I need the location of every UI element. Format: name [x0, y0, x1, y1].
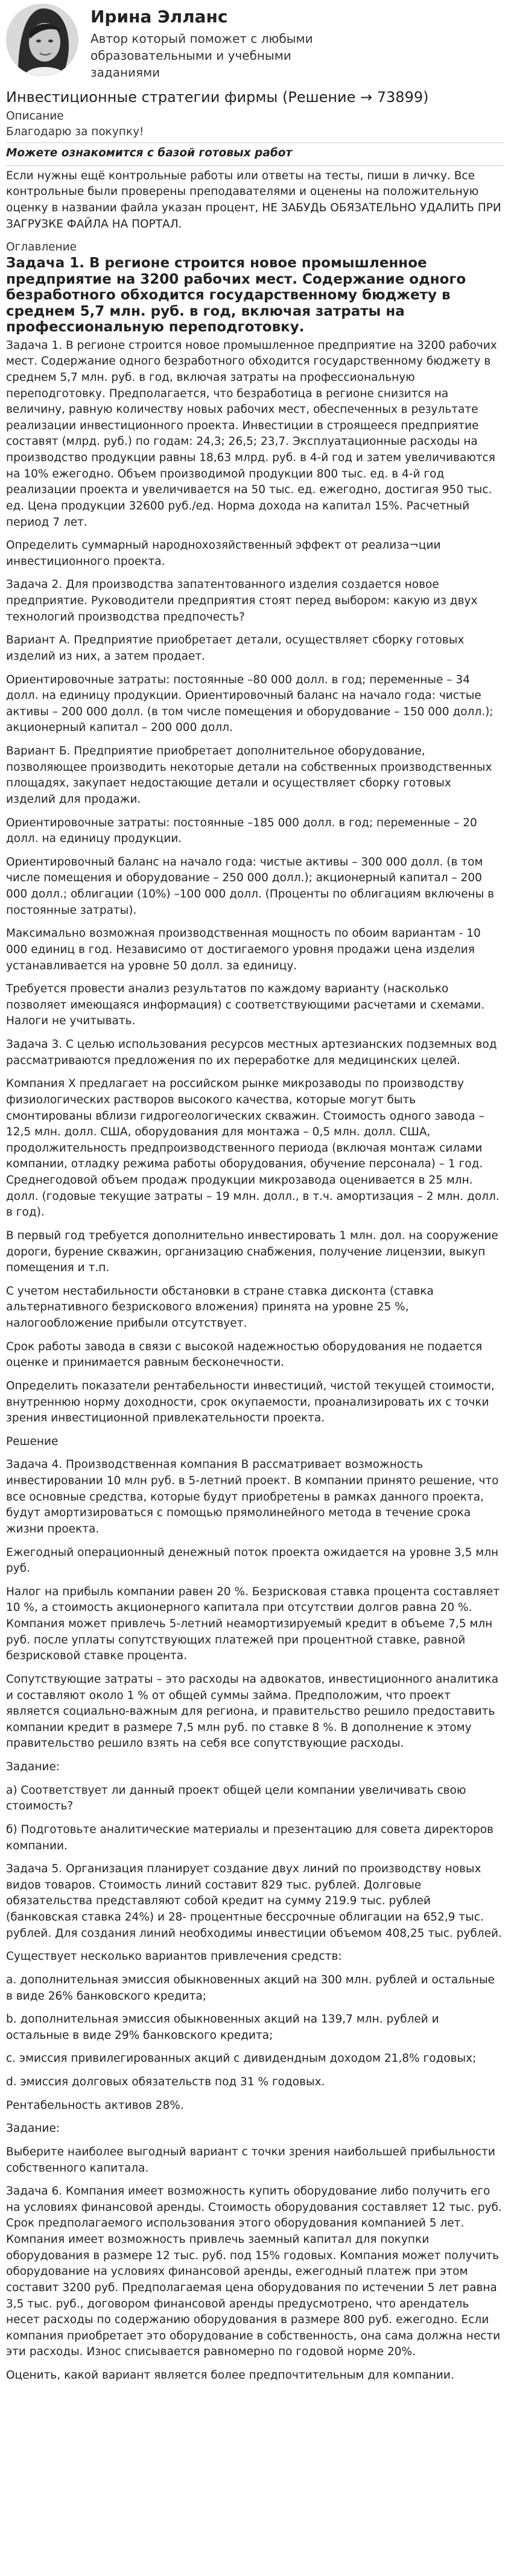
thanks-text: Благодарю за покупку!: [6, 126, 144, 138]
divider: [6, 142, 504, 143]
paragraph: Сопутствующие затраты – это расходы на адвокатов, инвестиционного аналитика и составляют около 1 % от общей суммы займа. Предположим, что проект является социально-важным для региона, и правительство решило предоставить компании кредит в размере 7,5 млн руб. по ставке 8 %. В дополнение к этому правительство решило взять на себя все сопутствующие расходы.: [6, 1672, 499, 1750]
paragraph: Ориентировочные затраты: постоянные –80 000 долл. в год; переменные – 34 долл. на единицу продукции. Ориентировочный баланс на начало года: чистые активы – 200 000 долл. (в том числе помещения и оборудование – 150 000 долл.); акционерный капитал – 200 000 долл.: [6, 673, 494, 735]
paragraph: Задача 5. Организация планирует создание двух линий по производству новых видов товаров. Стоимость линий составит 829 тыс. рублей. Долговые обязательства представляют собой кредит на сумму 219.9 тыс. рублей (банковская ставка 24%) и 28- процентные бессрочные облигации на 652,9 тыс. рублей. Для создания линий необходимы инвестиции объемом 408,25 тыс. рублей.: [6, 1863, 502, 1940]
paragraph: Задание:: [6, 1761, 60, 1773]
paragraph: Ориентировочный баланс на начало года: чистые активы – 300 000 долл. (в том числе помещения и оборудование – 250 000 долл.); акционерный капитал – 200 000 долл.; облигации (10%) –100 000 долл. (Проценты по облигациям включены в постоянные затраты).: [6, 855, 494, 917]
paragraph: a. дополнительная эмиссия обыкновенных акций на 300 млн. рублей и остальные в виде 26% банковского кредита;: [6, 1973, 495, 2003]
paragraph: Максимально возможная производственная мощность по обоим вариантам - 10 000 единиц в год. Независимо от достигаемого уровня продажи цена изделия устанавливается на уровне 50 долл. за единицу.: [6, 927, 481, 972]
paragraph: Решение: [6, 1435, 59, 1448]
notice-text: Если нужны ещё контрольные работы или ответы на тесты, пиши в личку. Все контрольные были проверены преподавателями и оценены на положительную оценку в названии файла указан процент, НЕ ЗАБУДЬ ОБЯЗАТЕЛЬНО УДАЛИТЬ ПРИ ЗАГРУЗКЕ ФАЙЛА НА ПОРТАЛ.: [6, 169, 501, 231]
paragraph: Вариант Б. Предприятие приобретает дополнительное оборудование, позволяющее производить некоторые детали на собственных производственных площадях, закупает недостающие детали и осуществляет сборку готовых изделий для продажи.: [6, 745, 492, 806]
paragraph: б) Подготовьте аналитические материалы и презентацию для совета директоров компании.: [6, 1823, 494, 1852]
paragraph: Определить суммарный народнохозяйственный эффект от реализа¬ции инвестиционного проекта.: [6, 539, 441, 568]
paragraph: Требуется провести анализ результатов по каждому варианту (насколько позволяет имеющаяся информация) с соответствующими расчетами и схемами. Налоги не учитывать.: [6, 983, 485, 1028]
page-title: Инвестиционные стратегии фирмы (Решение → 73899): [6, 89, 429, 106]
paragraph: Задача 1. В регионе строится новое промышленное предприятие на 3200 рабочих мест. Содержание одного безработного обходится государственному бюджету в среднем 5,7 млн. руб. в год, включая затраты на профессиональную переподготовку. Предполагается, что безработица в регионе снизится на величину, равную количеству новых рабочих мест, обеспеченных в результате реализации инвестиционного проекта. Инвестиции в строящееся предприятие составят (млрд. руб.) по годам: 24,3; 26,5; 23,7. Эксплуатационные расходы на производство продукции равны 18,63 млрд. руб. в 4-й год и затем увеличиваются на 10% ежегодно. Объем производимой продукции 800 тыс. ед. в 4-й год реализации проекта и увеличивается на 50 тыс. ед. ежегодно, достигая 950 тыс. ед. Цена продукции 32600 руб./ед. Норма дохода на капитал 15%. Расчетный период 7 лет.: [6, 339, 497, 529]
avatar-image: [6, 4, 78, 76]
author-description: Автор который поможет с любыми образовательными и учебными заданиями: [90, 31, 313, 80]
toc-label: Оглавление: [6, 241, 77, 254]
paragraph: Задача 3. С целью использования ресурсов местных артезианских подземных вод рассматриваются предложения по их переработке для медицинских целей.: [6, 1038, 497, 1067]
author-name[interactable]: Ирина Элланс: [90, 7, 228, 27]
paragraph: c. эмиссия привилегированных акций с дивидендным доходом 21,8% годовых;: [6, 2052, 477, 2065]
document-body: [6, 338, 504, 2384]
paragraph: Определить показатели рентабельности инвестиций, чистой текущей стоимости, внутреннюю норму доходности, срок окупаемости, проанализировать их с точки зрения инвестиционной привлекательности проекта.: [6, 1379, 495, 1425]
paragraph: d. эмиссия долговых обязательств под 31 % годовых.: [6, 2076, 325, 2088]
catalog-link[interactable]: Можете ознакомится с базой готовых работ: [6, 147, 293, 159]
paragraph: Налог на прибыль компании равен 20 %. Безрисковая ставка процента составляет 10 %, а стоимость акционерного капитала при отсутствии долгов равна 20 %. Компания может привлечь 5-летний неамортизируемый кредит в объеме 7,5 млн руб. после уплаты сопутствующих платежей при процентной ставке, равной безрисковой ставке процента.: [6, 1585, 500, 1663]
divider: [6, 165, 504, 166]
paragraph: С учетом нестабильности обстановки в стране ставка дисконта (ставка альтернативного безрискового вложения) принята на уровне 25 %, налогообложение прибыли отсутствует.: [6, 1284, 434, 1330]
author-block: [6, 2, 504, 88]
description-label: Описание: [6, 110, 64, 123]
paragraph: а) Соответствует ли данный проект общей цели компании увеличивать свою стоимость?: [6, 1784, 466, 1813]
paragraph: Задача 4. Производственная компания В рассматривает возможность инвестировании 10 млн руб. в 5-летний проект. В компании принято решение, что все основные средства, которые будут приобретены в рамках данного проекта, будут амортизироваться с помощью прямолинейного метода в течение срока жизни проекта.: [6, 1458, 499, 1535]
paragraph: Существует несколько вариантов привлечения средств:: [6, 1950, 342, 1963]
paragraph: В первый год требуется дополнительно инвестировать 1 млн. дол. на сооружение дороги, бурение скважин, организацию снабжения, получение лицензии, выкуп помещения и т.п.: [6, 1229, 498, 1275]
paragraph: Ориентировочные затраты: постоянные –185 000 долл. в год; переменные – 20 долл. на единицу продукции.: [6, 816, 477, 846]
author-info: [90, 2, 344, 81]
paragraph: Оценить, какой вариант является более предпочтительным для компании.: [6, 2369, 454, 2382]
paragraph: Задача 6. Компания имеет возможность купить оборудование либо получить его на условиях финансовой аренды. Стоимость оборудования составляет 12 тыс. руб. Срок предполагаемого использования этого оборудования компанией 5 лет. Компания имеет возможность привлечь заемный капитал для покупки оборудования в размере 12 тыс. руб. под 15% годовых. Компания может получить оборудование на условиях финансовой аренды, ежегодный платеж при этом составит 3200 руб. Предполагаемая цена оборудования по истечении 5 лет равна 3,5 тыс. руб., договором финансовой аренды предусмотрено, что арендатель несет расходы по содержанию оборудования в размере 800 руб. ежегодно. Если компания приобретает это оборудование в собственность, она сама должна нести эти расходы. Износ списывается равномерно по годовой норме 20%.: [6, 2185, 502, 2359]
paragraph: Задание:: [6, 2122, 60, 2135]
paragraph: Задача 2. Для производства запатентованного изделия создается новое предприятие. Руководители предприятия стоят перед выбором: какую из двух технологий производства предпочесть?: [6, 578, 478, 623]
paragraph: Ежегодный операционный денежный поток проекта ожидается на уровне 3,5 млн руб.: [6, 1546, 499, 1575]
avatar[interactable]: [6, 4, 78, 76]
toc-heading[interactable]: Задача 1. В регионе строится новое промышленное предприятие на 3200 рабочих мест. Содержание одного безработного обходится государственному бюджету в среднем 5,7 млн. руб. в год, включая затраты на профессиональную переподготовку.: [6, 255, 466, 336]
paragraph: Компания X предлагает на российском рынке микрозаводы по производству физиологических растворов высокого качества, которые могут быть смонтированы вблизи гидрогеологических скважин. Стоимость одного завода – 12,5 млн. долл. США, оборудования для монтажа – 0,5 млн. долл. США, продолжительность предпроизводственного периода (включая монтаж силами компании, отладку режима работы оборудования, обучение персонала) – 1 год. Среднегодовой объем продаж продукции микрозавода оценивается в 25 млн. долл. (годовые текущие затраты – 19 млн. долл., в т.ч. амортизация – 2 млн. долл. в год).: [6, 1077, 500, 1219]
paragraph: b. дополнительная эмиссия обыкновенных акций на 139,7 млн. рублей и остальные в виде 29% банковского кредита;: [6, 2013, 439, 2042]
paragraph: Вариант А. Предприятие приобретает детали, осуществляет сборку готовых изделий из них, а затем продает.: [6, 634, 465, 663]
paragraph: Рентабельность активов 28%.: [6, 2099, 184, 2112]
paragraph: Срок работы завода в связи с высокой надежностью оборудования не подается оценке и принимается равным бесконечности.: [6, 1340, 483, 1369]
paragraph: Выберите наиболее выгодный вариант с точки зрения наибольшей прибыльности собственного капитала.: [6, 2145, 495, 2175]
